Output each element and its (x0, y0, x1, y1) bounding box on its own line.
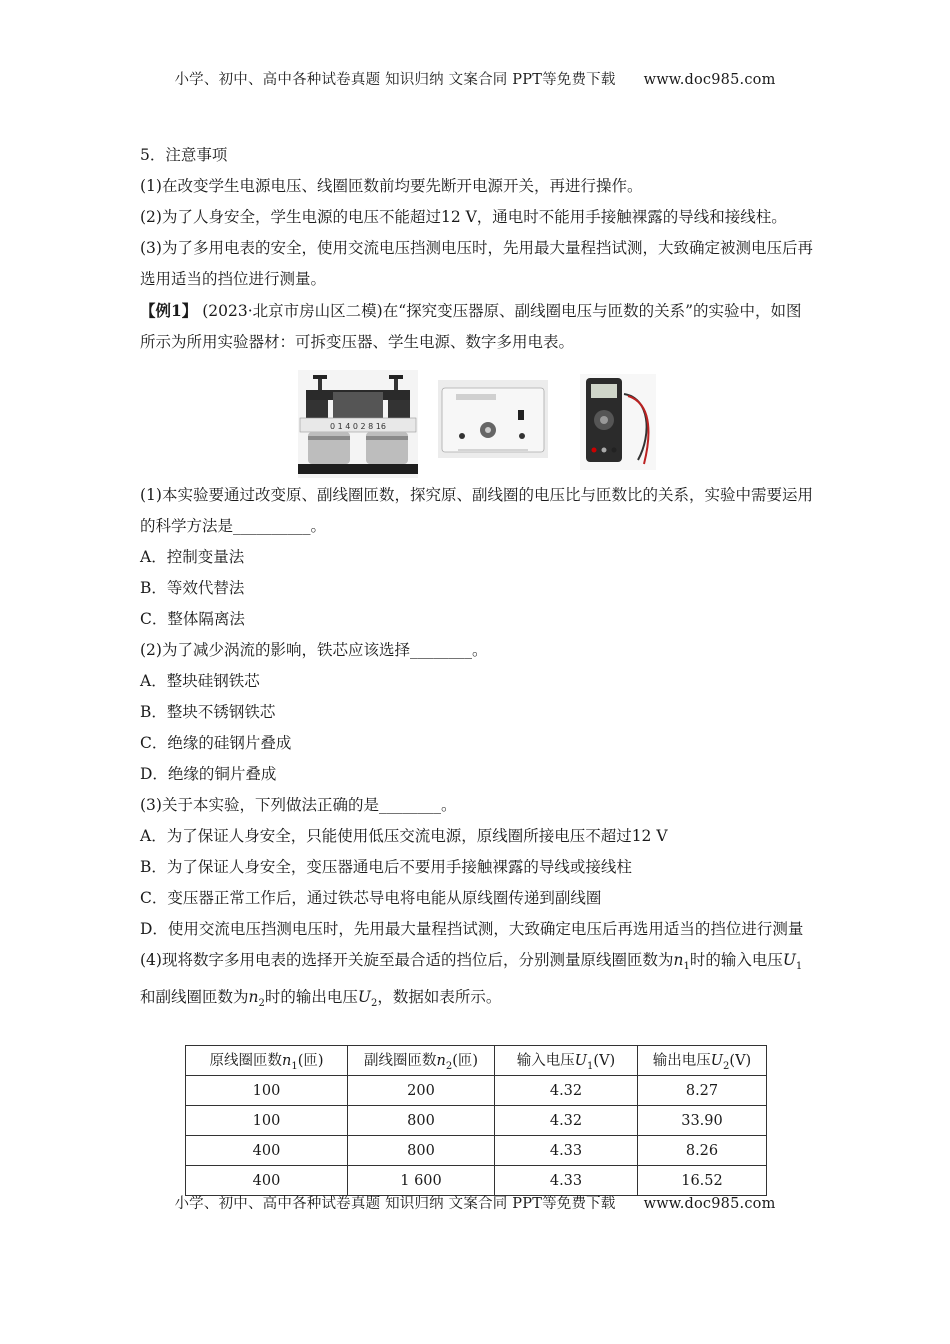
table-cell: 4.33 (495, 1166, 638, 1196)
header-sub: 2 (723, 1060, 730, 1072)
sub-1: 1 (795, 961, 803, 973)
table-row (186, 1136, 767, 1166)
note-3: (3)为了多用电表的安全，使用交流电压挡测电压时，先用最大量程挡试测，大致确定被测电压后再选用适当的挡位进行测量。 (140, 239, 813, 288)
q4-stem-part: 时的输出电压 (264, 988, 358, 1007)
table-cell: 100 (186, 1076, 348, 1106)
var-u: U (782, 951, 796, 969)
table-header (638, 1046, 767, 1076)
footer-text: 小学、初中、高中各种试卷真题 知识归纳 文案合同 PPT等免费下载 (174, 1196, 616, 1212)
q3-option-d: D．使用交流电压挡测电压时，先用最大量程挡试测，大致确定电压后再选用适当的挡位进行测量 (140, 920, 804, 938)
q4-stem (140, 945, 815, 1019)
q4-stem-part: ，数据如表所示。 (377, 988, 502, 1007)
q1-stem: (1)本实验要通过改变原、副线圈匝数，探究原、副线圈的电压比与匝数比的关系，实验中需要运用的科学方法是__________。 (140, 486, 813, 535)
transformer-image (298, 370, 418, 478)
table-cell: 200 (348, 1076, 495, 1106)
equipment-figure (140, 358, 815, 480)
q3-option-b: B．为了保证人身安全，变压器通电后不要用手接触裸露的导线或接线柱 (140, 858, 632, 876)
q4-stem-part: 和副线圈匝数为 (140, 988, 249, 1007)
q4-stem-part: (4)现将数字多用电表的选择开关旋至最合适的挡位后，分别测量原线圈匝数为 (140, 951, 674, 969)
table-header (348, 1046, 495, 1076)
q1-option-a: A．控制变量法 (140, 548, 245, 566)
table-header-row (186, 1046, 767, 1076)
sub-2: 2 (258, 998, 265, 1010)
q1-option-b: B．等效代替法 (140, 579, 245, 597)
header-post: (匝) (297, 1053, 324, 1070)
power-supply-image (438, 380, 548, 458)
sub-1: 1 (683, 961, 690, 973)
table-cell: 800 (348, 1136, 495, 1166)
q1-option-c: C．整体隔离法 (140, 610, 245, 628)
table-header (186, 1046, 348, 1076)
table-cell: 400 (186, 1136, 348, 1166)
header-post: (匝) (452, 1053, 479, 1070)
header-site: www.doc985.com (643, 72, 776, 88)
example-text: (2023·北京市房山区二模)在“探究变压器原、副线圈电压与匝数的关系”的实验中，如图所示为所用实验器材：可拆变压器、学生电源、数字多用电表。 (140, 302, 802, 351)
table-cell: 400 (186, 1166, 348, 1196)
header-sub: 1 (587, 1060, 594, 1072)
table-cell: 4.32 (495, 1076, 638, 1106)
q2-option-c: C．绝缘的硅钢片叠成 (140, 734, 292, 752)
table-cell: 16.52 (638, 1166, 767, 1196)
q2-option-d: D．绝缘的铜片叠成 (140, 765, 277, 783)
q2-option-b: B．整块不锈钢铁芯 (140, 703, 276, 721)
table-cell: 8.27 (638, 1076, 767, 1106)
data-table (185, 1045, 767, 1196)
table-cell: 8.26 (638, 1136, 767, 1166)
var-n: n (673, 951, 684, 969)
header-sub: 1 (291, 1060, 298, 1072)
table-row (186, 1076, 767, 1106)
table-row (186, 1166, 767, 1196)
section-title: 5．注意事项 (140, 146, 228, 164)
header-pre: 输出电压 (652, 1053, 711, 1070)
header-pre: 输入电压 (516, 1053, 575, 1070)
header-var: n (281, 1053, 292, 1070)
header-sub: 2 (445, 1060, 453, 1072)
example-tag: 【例1】 (140, 301, 198, 320)
header-var: U (710, 1053, 724, 1070)
multimeter-image (580, 374, 656, 470)
note-1: (1)在改变学生电源电压、线圈匝数前均要先断开电源开关，再进行操作。 (140, 177, 643, 195)
var-n: n (248, 988, 259, 1007)
q3-option-a: A．为了保证人身安全，只能使用低压交流电源，原线圈所接电压不超过12 V (140, 827, 668, 845)
q3-stem: (3)关于本实验，下列做法正确的是________。 (140, 796, 457, 814)
table-cell: 100 (186, 1106, 348, 1136)
table-cell: 4.33 (495, 1136, 638, 1166)
q2-stem: (2)为了减少涡流的影响，铁芯应该选择________。 (140, 641, 488, 659)
q2-option-a: A．整块硅钢铁芯 (140, 672, 260, 690)
footer-site: www.doc985.com (643, 1196, 776, 1212)
header-post: (V) (593, 1053, 616, 1070)
table-cell: 4.32 (495, 1106, 638, 1136)
header-pre: 原线圈匝数 (209, 1053, 282, 1070)
document-body (140, 140, 815, 1019)
table-row (186, 1106, 767, 1136)
header-post: (V) (729, 1053, 752, 1070)
header-var: n (436, 1053, 446, 1070)
q4-stem-part: 时的输入电压 (689, 951, 783, 969)
var-u: U (357, 988, 371, 1007)
table-header (495, 1046, 638, 1076)
sub-2: 2 (370, 998, 378, 1010)
table-cell: 1 600 (348, 1166, 495, 1196)
page-footer (0, 1192, 950, 1213)
table-cell: 33.90 (638, 1106, 767, 1136)
example-intro (140, 295, 815, 358)
note-2: (2)为了人身安全，学生电源的电压不能超过12 V，通电时不能用手接触裸露的导线和接线柱。 (140, 208, 787, 226)
header-pre: 副线圈匝数 (363, 1053, 437, 1070)
page-header (0, 68, 950, 89)
header-text: 小学、初中、高中各种试卷真题 知识归纳 文案合同 PPT等免费下载 (174, 72, 616, 88)
transformer-scale: 0 1 4 0 2 8 16 (330, 422, 386, 431)
table-cell: 800 (348, 1106, 495, 1136)
q3-option-c: C．变压器正常工作后，通过铁芯导电将电能从原线圈传递到副线圈 (140, 889, 602, 907)
header-var: U (574, 1053, 588, 1070)
